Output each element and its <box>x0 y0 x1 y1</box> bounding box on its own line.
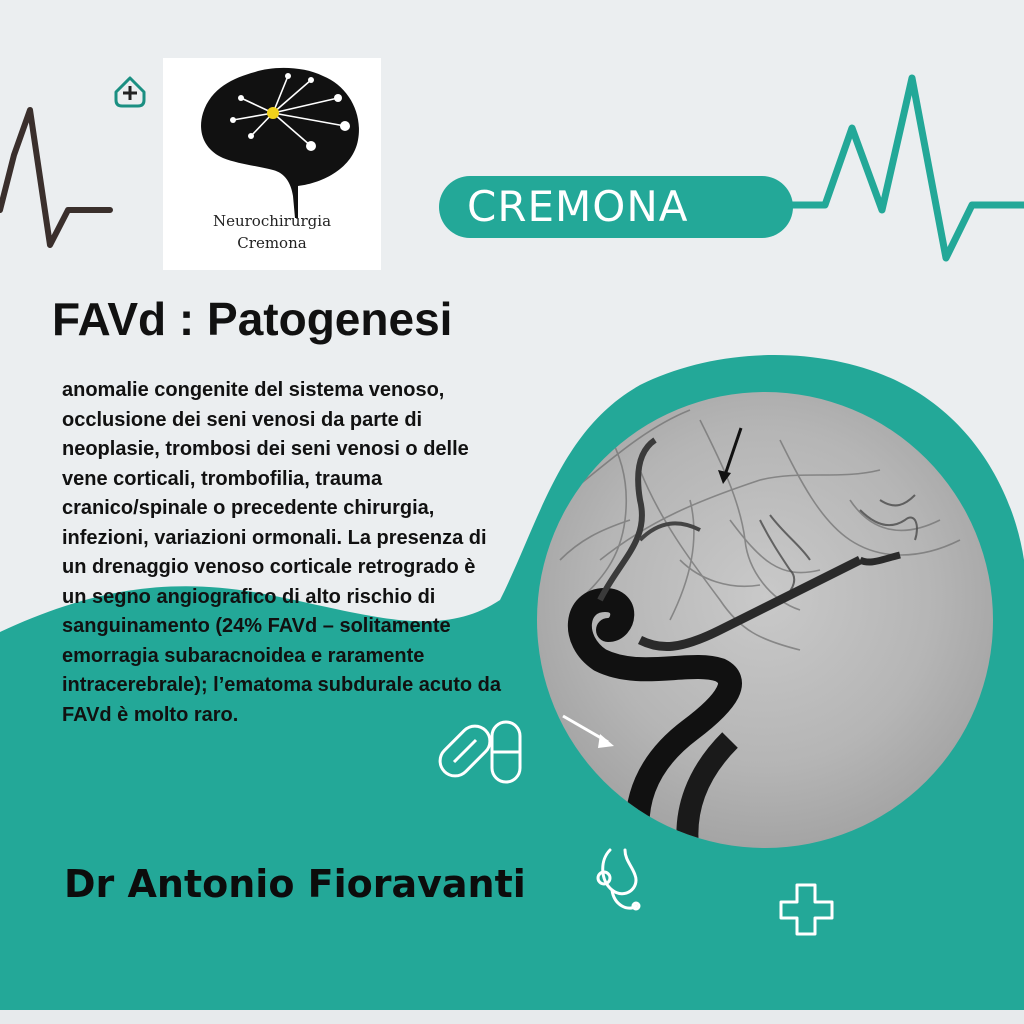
author-name: Dr Antonio Fioravanti <box>64 862 526 906</box>
medical-cross-badge-icon <box>116 78 144 106</box>
heartbeat-line-right <box>793 78 1024 258</box>
logo-text-line1: Neurochirurgia <box>212 212 332 230</box>
logo <box>163 58 381 270</box>
heartbeat-line-left <box>0 110 110 245</box>
page-title: FAVd : Patogenesi <box>52 293 453 345</box>
logo-text-line2: Cremona <box>237 234 307 252</box>
city-badge: CREMONA <box>439 176 793 238</box>
body-paragraph: anomalie congenite del sistema venoso, occlusione dei seni venosi da parte di neoplasie, trombosi dei seni venosi o delle vene corticali, trombofilia, trauma cranico/spinale o precedente chirurgia, infezioni, variazioni ormonali. La presenza di un drenaggio venoso corticale retrogrado è un segno angiografico di alto rischio di sanguinamento (24% FAVd – solitamente emorragia subaracnoidea e raramente intracerebrale); l’ematoma subdurale acuto da FAVd è molto raro. <box>62 379 502 726</box>
bottom-strip <box>0 1010 1024 1024</box>
